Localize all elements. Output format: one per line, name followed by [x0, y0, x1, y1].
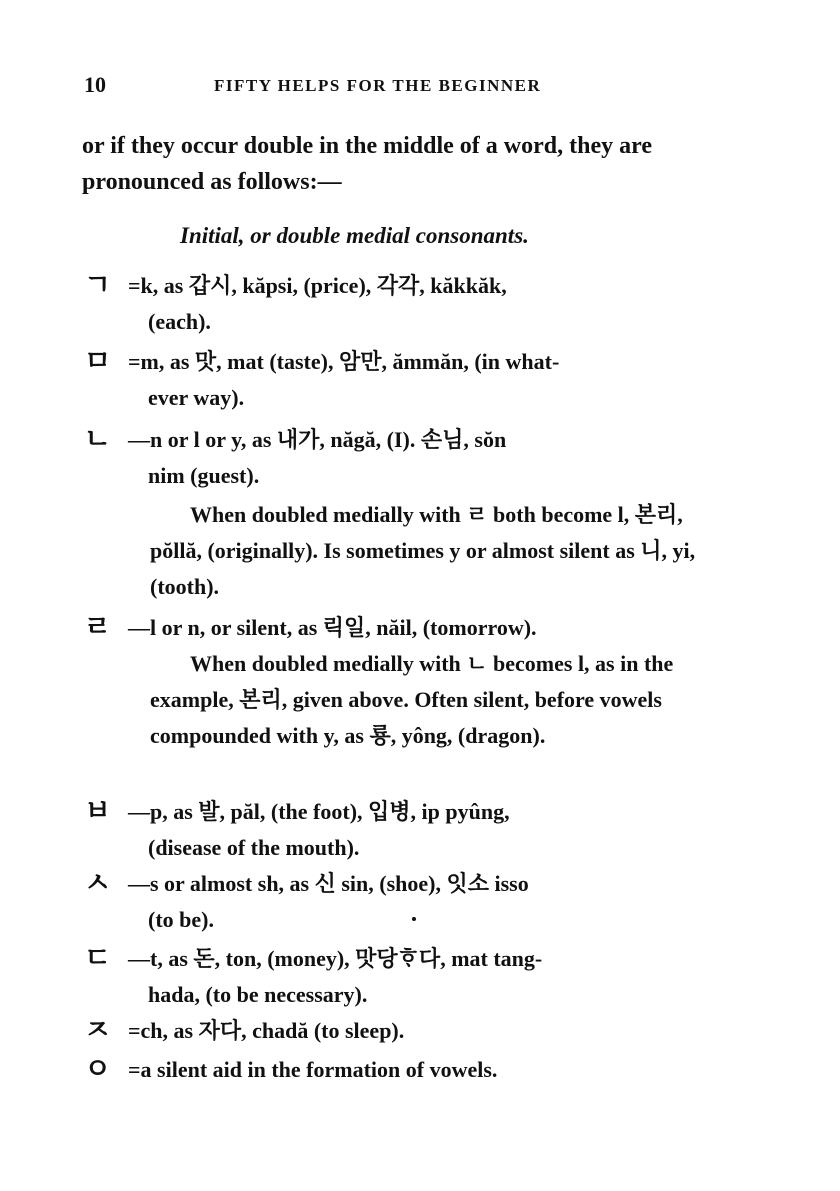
consonant-glyph: ㄱ	[84, 268, 112, 301]
entry-ch	[84, 1013, 724, 1049]
entry-s	[84, 866, 724, 938]
entry-line: =m, as 맛, mat (taste), 암만, ămmăn, (in what-	[128, 349, 560, 374]
entry-p	[84, 794, 724, 866]
consonant-glyph: ㄷ	[84, 941, 112, 974]
entry-line: —s or almost sh, as 신 sin, (shoe), 잇소 isso	[128, 871, 529, 896]
entry-m	[84, 344, 724, 416]
consonant-glyph: ㄴ	[84, 422, 112, 455]
entry-l	[84, 610, 724, 646]
entry-continuation: (each).	[148, 309, 211, 334]
entry-line: —p, as 발, păl, (the foot), 입병, ip pyûng,	[128, 799, 510, 824]
consonant-glyph: ㅂ	[84, 794, 112, 827]
entry-t	[84, 941, 724, 1013]
print-speck	[412, 917, 416, 921]
page-header	[84, 72, 724, 102]
consonant-glyph: ㅁ	[84, 344, 112, 377]
entry-continuation: hada, (to be necessary).	[148, 982, 368, 1007]
consonant-glyph: ㅇ	[84, 1052, 112, 1085]
entry-continuation: ever way).	[148, 385, 245, 410]
consonant-glyph: ㄹ	[84, 610, 112, 643]
entry-line: —l or n, or silent, as 릭일, năil, (tomorrow).	[128, 615, 537, 640]
running-title: FIFTY HELPS FOR THE BEGINNER	[214, 76, 542, 95]
entry-continuation: nim (guest).	[148, 463, 260, 488]
entry-line: —n or l or y, as 내가, năgă, (I). 손님, sŏn	[128, 427, 507, 452]
intro-paragraph: or if they occur double in the middle of a word, they are pronounced as follows:—	[82, 133, 652, 195]
page-number: 10	[84, 72, 106, 97]
entry-continuation: (disease of the mouth).	[148, 835, 360, 860]
entry-silent	[84, 1052, 724, 1088]
entry-line: —t, as 돈, ton, (money), 맛당ᄒᆞ다, mat tang-	[128, 946, 543, 971]
entry-note: When doubled medially with ㄴ becomes l, as in the example, 본리, given above. Often silent, before vowels compounded with y, as 룡, yông, (dragon).	[150, 651, 674, 748]
section-title: Initial, or double medial consonants.	[180, 223, 529, 248]
entry-line: =a silent aid in the formation of vowels.	[128, 1057, 498, 1082]
entry-k	[84, 268, 724, 340]
consonant-glyph: ㅅ	[84, 866, 112, 899]
entry-n	[84, 422, 724, 494]
entry-note: When doubled medially with ㄹ both become l, 본리, pŏllă, (originally). Is sometimes y or almost silent as 니, yi, (tooth).	[150, 502, 696, 599]
entry-line: =ch, as 자다, chadă (to sleep).	[128, 1018, 405, 1043]
entry-continuation: (to be).	[148, 907, 214, 932]
entry-line: =k, as 갑시, kăpsi, (price), 각각, kăkkăk,	[128, 273, 507, 298]
consonant-glyph: ㅈ	[84, 1013, 112, 1046]
